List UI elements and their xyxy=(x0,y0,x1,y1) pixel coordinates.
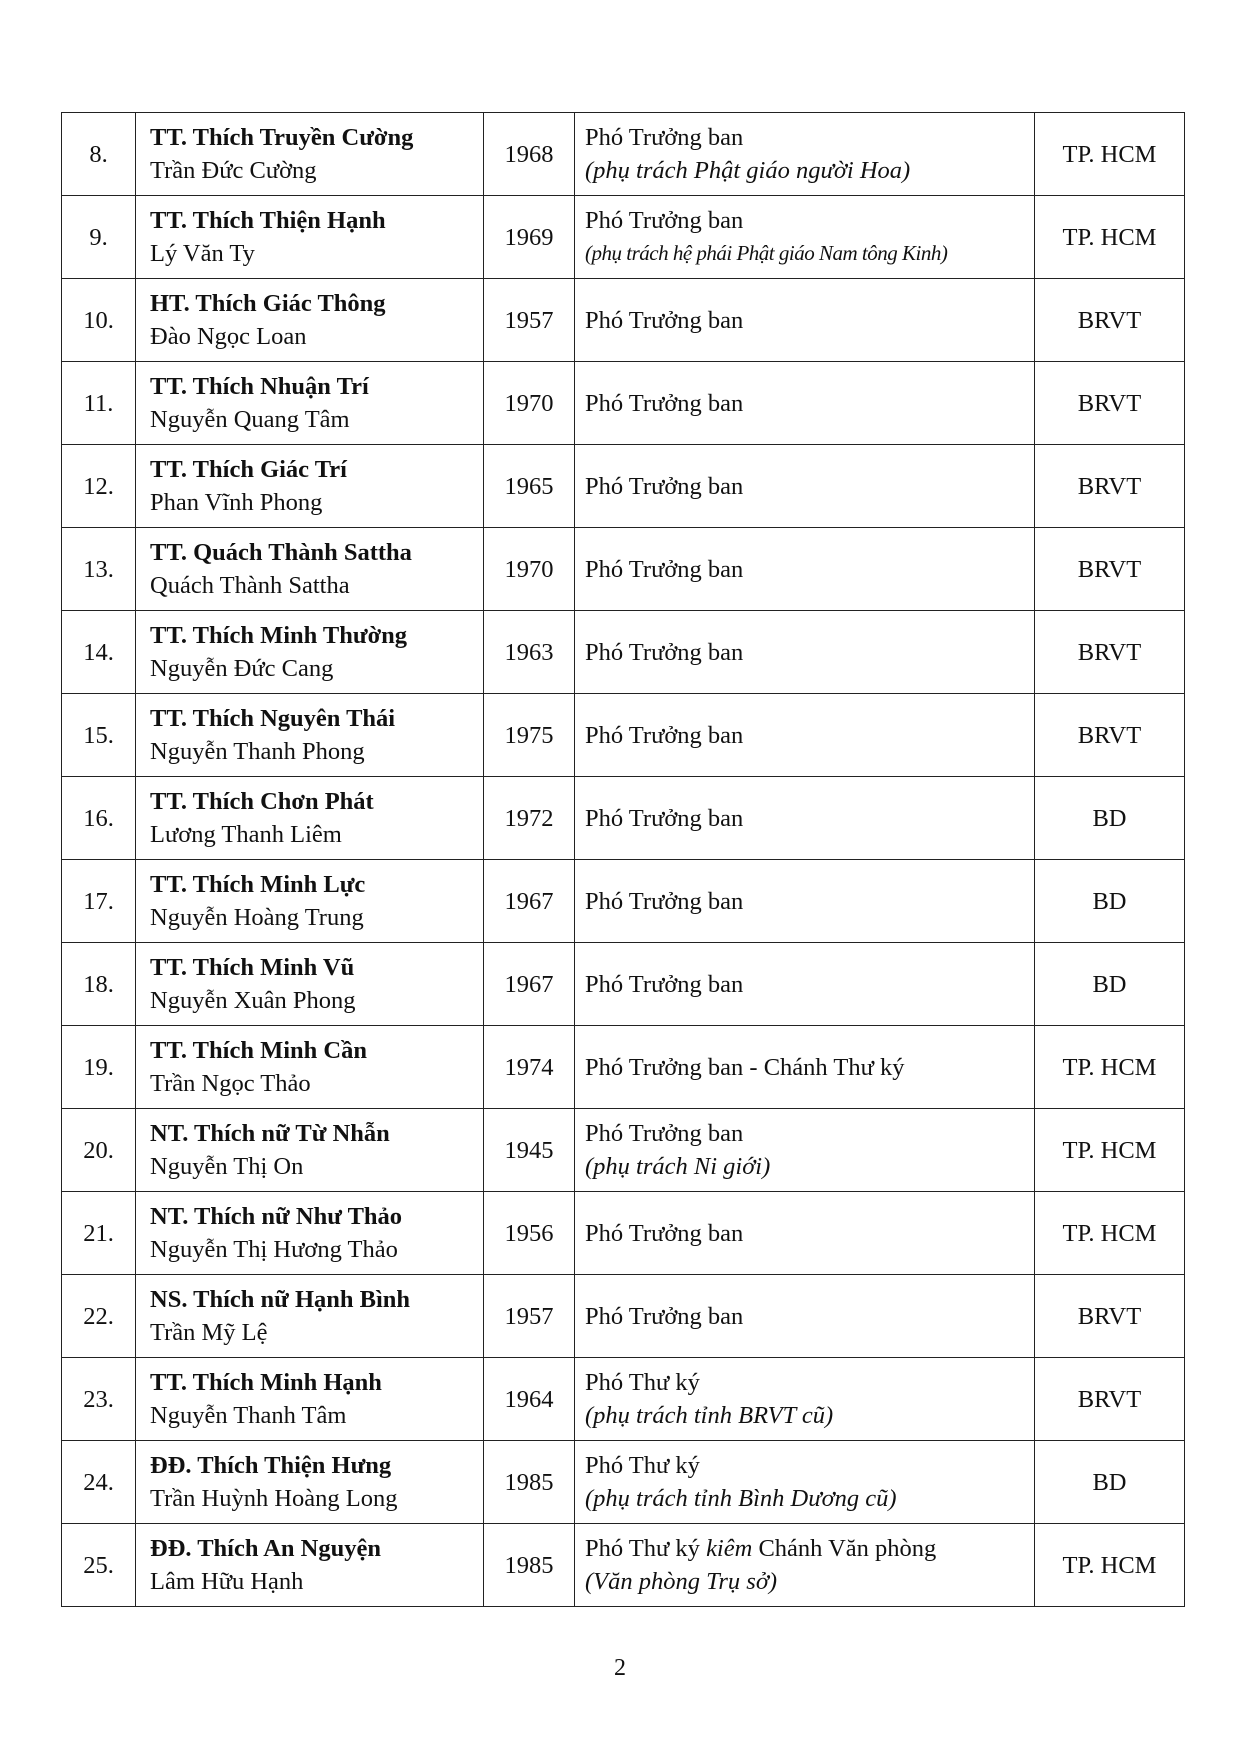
lay-name: Quách Thành Sattha xyxy=(150,572,350,599)
religious-name: TT. Thích Nhuận Trí xyxy=(150,373,369,400)
role-title: Phó Trưởng ban xyxy=(585,389,744,417)
role-title: Phó Thư ký xyxy=(585,1369,700,1396)
religious-name: ĐĐ. Thích Thiện Hưng xyxy=(150,1452,392,1479)
name-cell xyxy=(136,1441,484,1524)
role-cell xyxy=(575,528,1035,611)
row-number: 21. xyxy=(62,1192,136,1275)
birth-year: 1965 xyxy=(484,445,575,528)
religious-name: TT. Thích Minh Lực xyxy=(150,871,366,898)
lay-name: Trần Đức Cường xyxy=(150,157,317,184)
role-title: Phó Trưởng ban xyxy=(585,970,744,998)
role-cell xyxy=(575,1275,1035,1358)
birth-year: 1967 xyxy=(484,860,575,943)
lay-name: Nguyễn Thanh Tâm xyxy=(150,1402,347,1429)
role-title: Phó Trưởng ban xyxy=(585,721,744,749)
birth-year: 1970 xyxy=(484,362,575,445)
row-number: 15. xyxy=(62,694,136,777)
table-row xyxy=(62,777,1185,860)
row-number: 11. xyxy=(62,362,136,445)
row-number: 25. xyxy=(62,1524,136,1607)
lay-name: Lâm Hữu Hạnh xyxy=(150,1568,304,1595)
birth-year: 1970 xyxy=(484,528,575,611)
birth-year: 1985 xyxy=(484,1524,575,1607)
lay-name: Đào Ngọc Loan xyxy=(150,323,307,350)
province: TP. HCM xyxy=(1035,196,1185,279)
role-title: Phó Trưởng ban xyxy=(585,638,744,666)
role-note: (phụ trách Phật giáo người Hoa) xyxy=(585,157,911,184)
role-title: Phó Thư ký xyxy=(585,1452,700,1479)
name-cell xyxy=(136,777,484,860)
row-number: 19. xyxy=(62,1026,136,1109)
table-row xyxy=(62,279,1185,362)
name-cell xyxy=(136,279,484,362)
role-cell xyxy=(575,445,1035,528)
name-cell xyxy=(136,528,484,611)
province: TP. HCM xyxy=(1035,1524,1185,1607)
table-row xyxy=(62,694,1185,777)
birth-year: 1975 xyxy=(484,694,575,777)
province: BRVT xyxy=(1035,279,1185,362)
birth-year: 1945 xyxy=(484,1109,575,1192)
lay-name: Nguyễn Xuân Phong xyxy=(150,987,356,1014)
role-cell xyxy=(575,113,1035,196)
table-row xyxy=(62,196,1185,279)
religious-name: TT. Thích Giác Trí xyxy=(150,456,347,483)
row-number: 20. xyxy=(62,1109,136,1192)
member-table-body xyxy=(62,113,1185,1607)
role-title: Phó Trưởng ban xyxy=(585,1302,744,1330)
table-row xyxy=(62,445,1185,528)
role-cell xyxy=(575,1026,1035,1109)
row-number: 18. xyxy=(62,943,136,1026)
name-cell xyxy=(136,1026,484,1109)
religious-name: TT. Thích Minh Hạnh xyxy=(150,1369,382,1396)
province: BD xyxy=(1035,943,1185,1026)
role-cell xyxy=(575,611,1035,694)
role-cell xyxy=(575,1441,1035,1524)
table-row xyxy=(62,1026,1185,1109)
religious-name: NT. Thích nữ Như Thảo xyxy=(150,1203,403,1230)
role-cell xyxy=(575,1109,1035,1192)
birth-year: 1985 xyxy=(484,1441,575,1524)
row-number: 12. xyxy=(62,445,136,528)
table-row xyxy=(62,943,1185,1026)
name-cell xyxy=(136,196,484,279)
province: TP. HCM xyxy=(1035,1192,1185,1275)
name-cell xyxy=(136,943,484,1026)
birth-year: 1964 xyxy=(484,1358,575,1441)
role-title: Phó Trưởng ban - Chánh Thư ký xyxy=(585,1053,905,1081)
role-cell xyxy=(575,362,1035,445)
birth-year: 1957 xyxy=(484,1275,575,1358)
role-title: Phó Trưởng ban xyxy=(585,555,744,583)
table-row xyxy=(62,1358,1185,1441)
role-cell xyxy=(575,943,1035,1026)
table-row xyxy=(62,113,1185,196)
table-row xyxy=(62,860,1185,943)
role-note: (phụ trách tỉnh BRVT cũ) xyxy=(585,1402,834,1429)
role-title: Phó Trưởng ban xyxy=(585,472,744,500)
row-number: 17. xyxy=(62,860,136,943)
province: BD xyxy=(1035,1441,1185,1524)
religious-name: TT. Quách Thành Sattha xyxy=(150,539,412,566)
religious-name: TT. Thích Chơn Phát xyxy=(150,788,374,815)
table-row xyxy=(62,1192,1185,1275)
role-note: (phụ trách hệ phái Phật giáo Nam tông Kinh) xyxy=(585,241,948,265)
row-number: 23. xyxy=(62,1358,136,1441)
name-cell xyxy=(136,1275,484,1358)
role-title: Phó Trưởng ban xyxy=(585,887,744,915)
table-row xyxy=(62,528,1185,611)
role-title: Phó Thư ký kiêm Chánh Văn phòng xyxy=(585,1535,937,1562)
religious-name: TT. Thích Thiện Hạnh xyxy=(150,207,386,234)
role-cell xyxy=(575,777,1035,860)
role-title: Phó Trưởng ban xyxy=(585,207,744,234)
row-number: 14. xyxy=(62,611,136,694)
lay-name: Trần Huỳnh Hoàng Long xyxy=(150,1485,398,1512)
name-cell xyxy=(136,694,484,777)
role-note: (phụ trách tỉnh Bình Dương cũ) xyxy=(585,1485,897,1512)
province: BRVT xyxy=(1035,445,1185,528)
table-row xyxy=(62,1524,1185,1607)
province: BRVT xyxy=(1035,694,1185,777)
table-row xyxy=(62,362,1185,445)
name-cell xyxy=(136,362,484,445)
page-number: 2 xyxy=(614,1655,626,1681)
religious-name: NT. Thích nữ Từ Nhẫn xyxy=(150,1120,390,1147)
role-title: Phó Trưởng ban xyxy=(585,1219,744,1247)
lay-name: Trần Ngọc Thảo xyxy=(150,1070,311,1097)
role-cell xyxy=(575,279,1035,362)
province: BRVT xyxy=(1035,1358,1185,1441)
religious-name: ĐĐ. Thích An Nguyện xyxy=(150,1535,382,1562)
row-number: 8. xyxy=(62,113,136,196)
lay-name: Lương Thanh Liêm xyxy=(150,821,342,848)
role-cell xyxy=(575,694,1035,777)
lay-name: Nguyễn Quang Tâm xyxy=(150,406,350,433)
role-cell xyxy=(575,860,1035,943)
province: BD xyxy=(1035,777,1185,860)
name-cell xyxy=(136,611,484,694)
role-note: (Văn phòng Trụ sở) xyxy=(585,1568,778,1595)
lay-name: Nguyễn Thị Hương Thảo xyxy=(150,1236,398,1263)
table-row xyxy=(62,1441,1185,1524)
lay-name: Nguyễn Thị On xyxy=(150,1153,304,1180)
religious-name: TT. Thích Truyền Cường xyxy=(150,124,414,151)
birth-year: 1972 xyxy=(484,777,575,860)
birth-year: 1956 xyxy=(484,1192,575,1275)
role-title: Phó Trưởng ban xyxy=(585,1120,744,1147)
row-number: 9. xyxy=(62,196,136,279)
lay-name: Nguyễn Thanh Phong xyxy=(150,738,365,765)
row-number: 13. xyxy=(62,528,136,611)
religious-name: TT. Thích Minh Vũ xyxy=(150,954,355,981)
province: BRVT xyxy=(1035,1275,1185,1358)
birth-year: 1963 xyxy=(484,611,575,694)
role-cell xyxy=(575,1192,1035,1275)
province: TP. HCM xyxy=(1035,1026,1185,1109)
table-row xyxy=(62,611,1185,694)
religious-name: NS. Thích nữ Hạnh Bình xyxy=(150,1286,411,1313)
table-row xyxy=(62,1275,1185,1358)
province: BRVT xyxy=(1035,362,1185,445)
religious-name: HT. Thích Giác Thông xyxy=(150,290,386,317)
name-cell xyxy=(136,1192,484,1275)
lay-name: Phan Vĩnh Phong xyxy=(150,489,323,516)
lay-name: Nguyễn Đức Cang xyxy=(150,655,334,682)
birth-year: 1968 xyxy=(484,113,575,196)
name-cell xyxy=(136,1524,484,1607)
table-row xyxy=(62,1109,1185,1192)
name-cell xyxy=(136,113,484,196)
role-cell xyxy=(575,196,1035,279)
name-cell xyxy=(136,860,484,943)
lay-name: Trần Mỹ Lệ xyxy=(150,1319,268,1346)
name-cell xyxy=(136,1358,484,1441)
birth-year: 1974 xyxy=(484,1026,575,1109)
role-cell xyxy=(575,1358,1035,1441)
row-number: 24. xyxy=(62,1441,136,1524)
role-note: (phụ trách Ni giới) xyxy=(585,1153,771,1180)
role-cell xyxy=(575,1524,1035,1607)
lay-name: Lý Văn Ty xyxy=(150,240,255,267)
religious-name: TT. Thích Nguyên Thái xyxy=(150,705,396,732)
province: BRVT xyxy=(1035,528,1185,611)
member-table xyxy=(61,112,1185,1607)
birth-year: 1957 xyxy=(484,279,575,362)
lay-name: Nguyễn Hoàng Trung xyxy=(150,904,364,931)
role-title: Phó Trưởng ban xyxy=(585,124,744,151)
name-cell xyxy=(136,445,484,528)
row-number: 10. xyxy=(62,279,136,362)
province: TP. HCM xyxy=(1035,1109,1185,1192)
province: BD xyxy=(1035,860,1185,943)
row-number: 16. xyxy=(62,777,136,860)
religious-name: TT. Thích Minh Thường xyxy=(150,622,408,649)
row-number: 22. xyxy=(62,1275,136,1358)
role-title: Phó Trưởng ban xyxy=(585,804,744,832)
birth-year: 1969 xyxy=(484,196,575,279)
religious-name: TT. Thích Minh Cần xyxy=(150,1037,367,1064)
name-cell xyxy=(136,1109,484,1192)
birth-year: 1967 xyxy=(484,943,575,1026)
province: TP. HCM xyxy=(1035,113,1185,196)
role-title: Phó Trưởng ban xyxy=(585,306,744,334)
province: BRVT xyxy=(1035,611,1185,694)
